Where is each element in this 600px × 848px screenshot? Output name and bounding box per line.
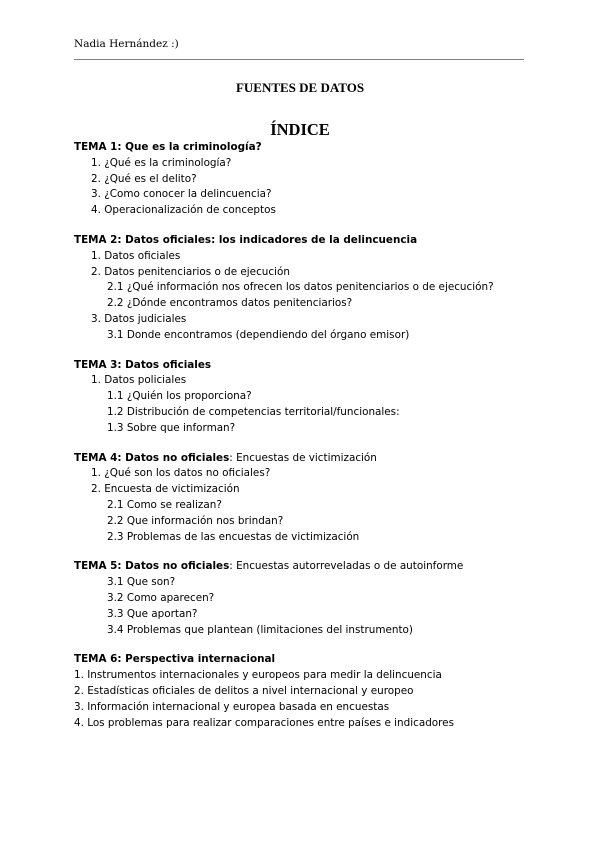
toc-item: 3. Datos judiciales: [91, 312, 187, 325]
section-heading-tema-4: [74, 451, 544, 467]
toc-subitem: 1.2 Distribución de competencias territorial/funcionales:: [107, 405, 400, 418]
section-spacer: [74, 219, 544, 233]
section-spacer: [74, 545, 544, 559]
toc-item: 2. ¿Qué es el delito?: [91, 172, 197, 185]
header-divider: [74, 59, 524, 60]
toc-item: 1. ¿Qué es la criminología?: [91, 156, 232, 169]
toc-item: 2. Encuesta de victimización: [91, 483, 240, 496]
section-spacer: [74, 638, 544, 652]
toc-subitem: 3.1 Donde encontramos (dependiendo del órgano emisor): [107, 328, 410, 341]
toc-subitem: 2.1 ¿Qué información nos ofrecen los datos penitenciarios o de ejecución?: [107, 281, 494, 294]
toc-subitem: 3.1 Que son?: [107, 576, 176, 589]
toc-subitem: 2.3 Problemas de las encuestas de victimización: [107, 530, 360, 543]
section-spacer: [74, 437, 544, 451]
toc-item: 2. Estadísticas oficiales de delitos a nivel internacional y europeo: [74, 684, 414, 697]
toc-subitem: 1.3 Sobre que informan?: [107, 421, 236, 434]
toc-subitem: 3.4 Problemas que plantean (limitaciones del instrumento): [107, 623, 413, 636]
table-of-contents: [74, 140, 544, 731]
toc-item: 3. ¿Como conocer la delincuencia?: [91, 188, 272, 201]
section-heading-tema-5: [74, 559, 544, 575]
index-title: ÍNDICE: [270, 120, 330, 139]
toc-item: 1. Datos policiales: [91, 374, 187, 387]
toc-subitem: 2.2 ¿Dónde encontramos datos penitenciarios?: [107, 297, 353, 310]
toc-item: 4. Los problemas para realizar comparaciones entre países e indicadores: [74, 716, 454, 729]
toc-item: 1. Datos oficiales: [91, 249, 181, 262]
toc-item: 4. Operacionalización de conceptos: [91, 204, 276, 217]
section-spacer: [74, 344, 544, 358]
toc-item: 3. Información internacional y europea basada en encuestas: [74, 700, 390, 713]
toc-item: 2. Datos penitenciarios o de ejecución: [91, 265, 290, 278]
section-heading-tema-1: TEMA 1: Que es la criminología?: [74, 141, 262, 153]
toc-item: 1. Instrumentos internacionales y europeos para medir la delincuencia: [74, 669, 442, 682]
toc-subitem: 2.2 Que información nos brindan?: [107, 514, 284, 527]
document-title: FUENTES DE DATOS: [235, 80, 365, 95]
section-heading-subtitle: : Encuestas autorreveladas o de autoinforme: [229, 560, 464, 573]
section-heading-bold: TEMA 5: Datos no oficiales: [74, 560, 230, 573]
toc-item: 1. ¿Qué son los datos no oficiales?: [91, 467, 271, 480]
toc-subitem: 3.3 Que aportan?: [107, 607, 198, 620]
section-heading-tema-6: TEMA 6: Perspectiva internacional: [74, 653, 276, 666]
toc-subitem: 2.1 Como se realizan?: [107, 498, 222, 511]
section-heading-tema-3: TEMA 3: Datos oficiales: [74, 358, 212, 371]
section-heading-subtitle: : Encuestas de victimización: [229, 451, 377, 464]
toc-subitem: 3.2 Como aparecen?: [107, 591, 215, 604]
section-heading-tema-2: TEMA 2: Datos oficiales: los indicadores de la delincuencia: [74, 233, 418, 246]
toc-subitem: 1.1 ¿Quién los proporciona?: [107, 390, 252, 403]
section-heading-bold: TEMA 4: Datos no oficiales: [74, 451, 230, 464]
header-author: Nadia Hernández :): [74, 38, 179, 50]
